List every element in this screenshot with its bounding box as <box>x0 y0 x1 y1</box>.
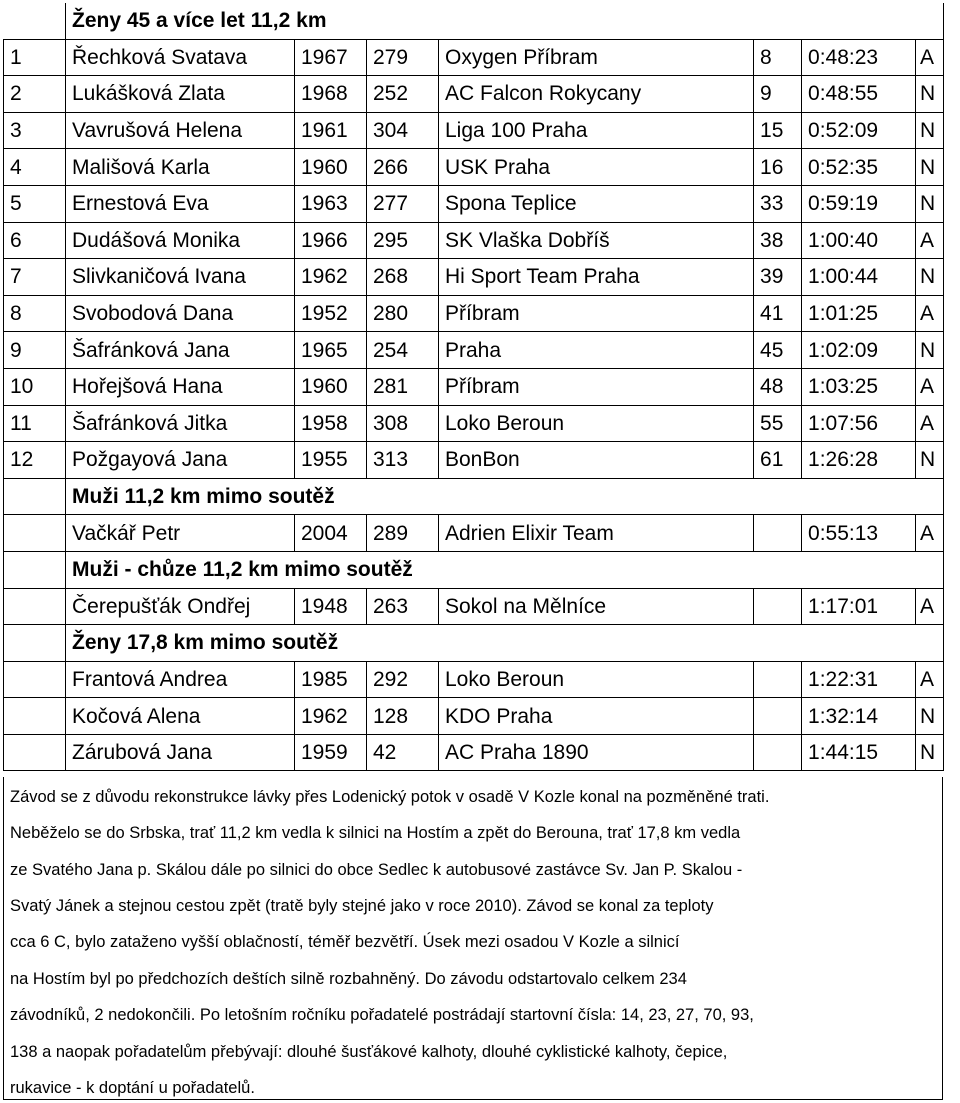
time-cell: 0:48:23 <box>802 39 916 76</box>
rank-cell: 3 <box>4 112 66 149</box>
empty-cell <box>754 478 802 515</box>
bib-number-cell: 268 <box>367 259 439 296</box>
club-cell: Sokol na Mělníce <box>439 588 754 625</box>
table-row <box>4 698 944 735</box>
empty-cell <box>4 661 66 698</box>
bib-number-cell: 304 <box>367 112 439 149</box>
birth-year-cell: 1948 <box>295 588 367 625</box>
time-cell: 1:01:25 <box>802 295 916 332</box>
empty-cell <box>802 625 916 662</box>
category-flag-cell: A <box>916 222 944 259</box>
time-cell: 1:26:28 <box>802 442 916 479</box>
time-cell: 1:02:09 <box>802 332 916 369</box>
name-cell: Vačkář Petr <box>66 515 295 552</box>
category-flag-cell: A <box>916 295 944 332</box>
bib-number-cell: 266 <box>367 149 439 186</box>
race-notes <box>3 777 943 1100</box>
birth-year-cell: 1958 <box>295 405 367 442</box>
rank-cell: 11 <box>4 405 66 442</box>
section-header <box>4 478 944 515</box>
time-cell: 1:03:25 <box>802 368 916 405</box>
time-cell: 1:44:15 <box>802 734 916 771</box>
name-cell: Lukášková Zlata <box>66 76 295 113</box>
club-cell: Liga 100 Praha <box>439 112 754 149</box>
empty-cell <box>754 588 802 625</box>
name-cell: Čerepušťák Ondřej <box>66 588 295 625</box>
category-flag-cell: A <box>916 405 944 442</box>
overall-position-cell: 48 <box>754 368 802 405</box>
name-cell: Dudášová Monika <box>66 222 295 259</box>
bib-number-cell: 42 <box>367 734 439 771</box>
table-row <box>4 661 944 698</box>
note-line: ze Svatého Jana p. Skálou dále po silnici do obce Sedlec k autobusové zastávce Sv. Jan P. Skalou - <box>10 861 743 879</box>
empty-cell <box>4 478 66 515</box>
table-header <box>4 3 944 39</box>
note-line: cca 6 C, bylo zataženo vyšší oblačností, téměř bezvětří. Úsek mezi osadou V Kozle a silnicí <box>10 933 680 951</box>
club-cell: AC Falcon Rokycany <box>439 76 754 113</box>
name-cell: Ernestová Eva <box>66 185 295 222</box>
note-line: rukavice - k doptání u pořadatelů. <box>10 1079 255 1097</box>
section-title: Muži 11,2 km mimo soutěž <box>66 478 754 515</box>
name-cell: Řechková Svatava <box>66 39 295 76</box>
table-row <box>4 295 944 332</box>
empty-cell <box>916 625 944 662</box>
birth-year-cell: 2004 <box>295 515 367 552</box>
name-cell: Šafránková Jana <box>66 332 295 369</box>
bib-number-cell: 308 <box>367 405 439 442</box>
bib-number-cell: 295 <box>367 222 439 259</box>
note-line: Závod se z důvodu rekonstrukce lávky přes Lodenický potok v osadě V Kozle konal na pozměněné trati. <box>10 788 770 806</box>
rank-cell: 12 <box>4 442 66 479</box>
empty-cell <box>916 478 944 515</box>
empty-cell <box>4 3 66 39</box>
empty-cell <box>802 478 916 515</box>
category-flag-cell: N <box>916 149 944 186</box>
bib-number-cell: 289 <box>367 515 439 552</box>
rank-cell: 8 <box>4 295 66 332</box>
note-line: závodníků, 2 nedokončili. Po letošním ročníku pořadatelé postrádají startovní čísla: 14, 23, 27, 70, 93, <box>10 1006 754 1024</box>
empty-cell <box>4 698 66 735</box>
birth-year-cell: 1963 <box>295 185 367 222</box>
empty-cell <box>4 588 66 625</box>
table-row <box>4 515 944 552</box>
birth-year-cell: 1962 <box>295 698 367 735</box>
name-cell: Svobodová Dana <box>66 295 295 332</box>
empty-cell <box>916 3 944 39</box>
club-cell: SK Vlaška Dobříš <box>439 222 754 259</box>
birth-year-cell: 1960 <box>295 368 367 405</box>
overall-position-cell: 39 <box>754 259 802 296</box>
club-cell: Oxygen Příbram <box>439 39 754 76</box>
rank-cell: 10 <box>4 368 66 405</box>
overall-position-cell: 41 <box>754 295 802 332</box>
section-title: Muži - chůze 11,2 km mimo soutěž <box>66 551 754 588</box>
bib-number-cell: 313 <box>367 442 439 479</box>
bib-number-cell: 277 <box>367 185 439 222</box>
club-cell: Praha <box>439 332 754 369</box>
name-cell: Vavrušová Helena <box>66 112 295 149</box>
time-cell: 1:00:40 <box>802 222 916 259</box>
birth-year-cell: 1959 <box>295 734 367 771</box>
name-cell: Šafránková Jitka <box>66 405 295 442</box>
time-cell: 1:17:01 <box>802 588 916 625</box>
overall-position-cell: 15 <box>754 112 802 149</box>
club-cell: BonBon <box>439 442 754 479</box>
section-header <box>4 551 944 588</box>
name-cell: Frantová Andrea <box>66 661 295 698</box>
birth-year-cell: 1962 <box>295 259 367 296</box>
club-cell: Spona Teplice <box>439 185 754 222</box>
birth-year-cell: 1967 <box>295 39 367 76</box>
category-flag-cell: A <box>916 39 944 76</box>
note-line: 138 a naopak pořadatelům přebývají: dlouhé šusťákové kalhoty, dlouhé cyklistické kalhoty, čepice, <box>10 1043 728 1061</box>
club-cell: Příbram <box>439 295 754 332</box>
bib-number-cell: 263 <box>367 588 439 625</box>
category-flag-cell: A <box>916 588 944 625</box>
results-table <box>3 3 944 771</box>
overall-position-cell: 9 <box>754 76 802 113</box>
note-line: Neběželo se do Srbska, trať 11,2 km vedla k silnici na Hostím a zpět do Berouna, trať 17,8 km vedla <box>10 824 741 842</box>
category-flag-cell: N <box>916 734 944 771</box>
overall-position-cell: 55 <box>754 405 802 442</box>
empty-cell <box>4 625 66 662</box>
empty-cell <box>754 734 802 771</box>
bib-number-cell: 128 <box>367 698 439 735</box>
name-cell: Požgayová Jana <box>66 442 295 479</box>
table-row <box>4 588 944 625</box>
time-cell: 1:00:44 <box>802 259 916 296</box>
table-row <box>4 332 944 369</box>
overall-position-cell: 45 <box>754 332 802 369</box>
empty-cell <box>754 661 802 698</box>
overall-position-cell: 61 <box>754 442 802 479</box>
category-flag-cell: A <box>916 661 944 698</box>
birth-year-cell: 1985 <box>295 661 367 698</box>
note-line: na Hostím byl po předchozích deštích silně rozbahněný. Do závodu odstartovalo celkem 234 <box>10 970 687 988</box>
empty-cell <box>4 551 66 588</box>
table-row <box>4 405 944 442</box>
birth-year-cell: 1961 <box>295 112 367 149</box>
category-flag-cell: N <box>916 259 944 296</box>
time-cell: 0:52:09 <box>802 112 916 149</box>
bib-number-cell: 254 <box>367 332 439 369</box>
rank-cell: 5 <box>4 185 66 222</box>
bib-number-cell: 281 <box>367 368 439 405</box>
empty-cell <box>754 515 802 552</box>
category-flag-cell: N <box>916 112 944 149</box>
empty-cell <box>802 3 916 39</box>
club-cell: Loko Beroun <box>439 661 754 698</box>
category-flag-cell: N <box>916 698 944 735</box>
table-row <box>4 442 944 479</box>
overall-position-cell: 8 <box>754 39 802 76</box>
bib-number-cell: 292 <box>367 661 439 698</box>
empty-cell <box>4 734 66 771</box>
rank-cell: 4 <box>4 149 66 186</box>
rank-cell: 2 <box>4 76 66 113</box>
empty-cell <box>916 551 944 588</box>
name-cell: Mališová Karla <box>66 149 295 186</box>
empty-cell <box>754 551 802 588</box>
table-row <box>4 222 944 259</box>
bib-number-cell: 252 <box>367 76 439 113</box>
note-line: Svatý Jánek a stejnou cestou zpět (tratě byly stejné jako v roce 2010). Závod se konal za teploty <box>10 897 714 915</box>
section-title: Ženy 17,8 km mimo soutěž <box>66 625 754 662</box>
category-flag-cell: N <box>916 442 944 479</box>
bib-number-cell: 279 <box>367 39 439 76</box>
overall-position-cell: 38 <box>754 222 802 259</box>
name-cell: Hořejšová Hana <box>66 368 295 405</box>
rank-cell: 9 <box>4 332 66 369</box>
overall-position-cell: 33 <box>754 185 802 222</box>
empty-cell <box>4 515 66 552</box>
bib-number-cell: 280 <box>367 295 439 332</box>
club-cell: Hi Sport Team Praha <box>439 259 754 296</box>
category-flag-cell: N <box>916 185 944 222</box>
time-cell: 1:07:56 <box>802 405 916 442</box>
birth-year-cell: 1965 <box>295 332 367 369</box>
name-cell: Zárubová Jana <box>66 734 295 771</box>
name-cell: Slivkaničová Ivana <box>66 259 295 296</box>
time-cell: 0:55:13 <box>802 515 916 552</box>
table-row <box>4 149 944 186</box>
club-cell: KDO Praha <box>439 698 754 735</box>
time-cell: 0:59:19 <box>802 185 916 222</box>
category-flag-cell: N <box>916 76 944 113</box>
club-cell: Loko Beroun <box>439 405 754 442</box>
table-row <box>4 112 944 149</box>
empty-cell <box>754 698 802 735</box>
birth-year-cell: 1966 <box>295 222 367 259</box>
table-row <box>4 185 944 222</box>
rank-cell: 6 <box>4 222 66 259</box>
name-cell: Kočová Alena <box>66 698 295 735</box>
section-header <box>4 625 944 662</box>
table-row <box>4 368 944 405</box>
club-cell: USK Praha <box>439 149 754 186</box>
overall-position-cell: 16 <box>754 149 802 186</box>
table-row <box>4 76 944 113</box>
category-flag-cell: A <box>916 368 944 405</box>
time-cell: 1:32:14 <box>802 698 916 735</box>
category-flag-cell: N <box>916 332 944 369</box>
birth-year-cell: 1960 <box>295 149 367 186</box>
club-cell: AC Praha 1890 <box>439 734 754 771</box>
empty-cell <box>754 3 802 39</box>
club-cell: Příbram <box>439 368 754 405</box>
rank-cell: 7 <box>4 259 66 296</box>
club-cell: Adrien Elixir Team <box>439 515 754 552</box>
time-cell: 0:52:35 <box>802 149 916 186</box>
table-row <box>4 259 944 296</box>
table-row <box>4 39 944 76</box>
birth-year-cell: 1968 <box>295 76 367 113</box>
empty-cell <box>802 551 916 588</box>
empty-cell <box>754 625 802 662</box>
time-cell: 1:22:31 <box>802 661 916 698</box>
category-flag-cell: A <box>916 515 944 552</box>
birth-year-cell: 1952 <box>295 295 367 332</box>
time-cell: 0:48:55 <box>802 76 916 113</box>
rank-cell: 1 <box>4 39 66 76</box>
birth-year-cell: 1955 <box>295 442 367 479</box>
table-row <box>4 734 944 771</box>
section-title: Ženy 45 a více let 11,2 km <box>66 3 754 39</box>
